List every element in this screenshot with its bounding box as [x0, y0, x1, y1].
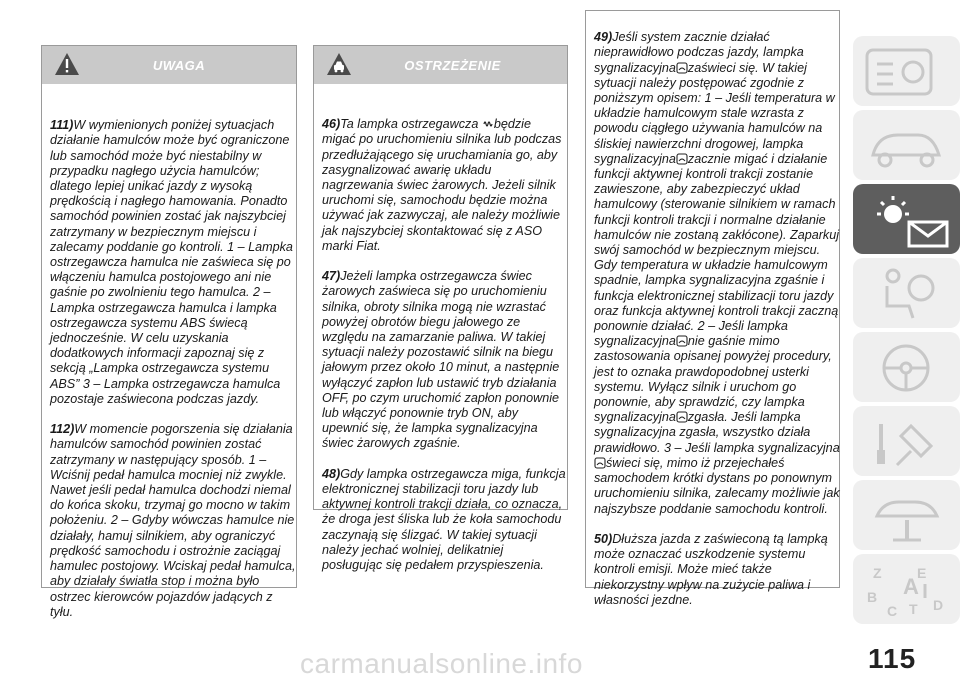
note-text-cont: zacznie migać i działanie funkcji aktywnej kontroli trakcji zostanie zawieszone, aby zabezpieczyć układ hamulcowy (sterowanie silnikiem w ramach funkcji kontroli trakcji i normalne działanie hamulców nie zostaną zakłócone). Zaparkuj swój samochód w bezpiecznym miejscu. Gdy temperatura w układzie hamulcowym spadnie, lampka sygnalizacyjna zgaśnie i funkcja elektronicznej stabilizacji toru jazdy oraz funkcja aktywnej kontroli trakcji zaczną ponownie działać. 2 – Jeśli lampka sygnalizacyjna [594, 151, 840, 349]
warning-lights-icon [853, 184, 960, 254]
note-text: Ta lampka ostrzegawcza [340, 117, 482, 132]
tab-dashboard[interactable] [853, 36, 960, 106]
section-tabs [853, 0, 960, 678]
tab-index[interactable] [853, 554, 960, 624]
car-keys-icon [853, 110, 960, 180]
note-number: 112) [50, 422, 75, 437]
stability-control-icon [594, 457, 606, 469]
note-text: Dłuższa jazda z zaświeconą tą lampką może oznaczać uszkodzenie systemu kontroli emisji. Może mieć także niekorzystny wpływ na zużycie paliwa i własności jezdne. [594, 531, 828, 607]
note-text-cont: świeci się, mimo iż przejechałeś samochodem krótki dystans po ponownym uruchomieniu silnika, zalecamy możliwie jak najszybsze poddanie samochodu kontroli. [594, 455, 840, 516]
tab-maintenance[interactable] [853, 480, 960, 550]
note-text: Gdy lampka ostrzegawcza miga, funkcja elektronicznej stabilizacji toru jazdy lub aktywnej kontroli trakcji działa, co oznacza, że droga jest śliska lub że koła samochodu zaczynają się ślizgać. W takiej sytuacji należy jechać wolniej, delikatniej posługując się pedałem przyspieszenia. [322, 466, 566, 573]
watermark: carmanualsonline.info [300, 648, 583, 679]
note-text-cont: zaświeci się. W takiej sytuacji należy postępować zgodnie z poniższym opisem: 1 – Jeśli temperatura w układzie hamulcowym stale wzrasta z powodu ciągłego używania hamulców na śliskiej nawierzchni drogowej, lampka sygnalizacyjna [594, 60, 835, 166]
notes-box [585, 10, 840, 607]
note-text: W wymienionych poniżej sytuacjach działanie hamulców może być ograniczone lub samochód może być niestabilny w przypadku nagłego użycia hamulców; dlatego lepiej unikać jazdy z wysoką prędkością i nagłego hamowania. Ponadto samochód powinien zostać jak najszybciej zatrzymany w bezpiecznym miejscu i zalecamy poddanie go kontroli. 1 – Lampka ostrzegawcza hamulca nie zaświeca się po włączeniu hamulca postojowego ani nie gaśnie po zwolnieniu tego hamulca. 2 – Lampka ostrzegawcza hamulca i lampka ostrzegawcza systemu ABS świecą jednocześnie. W celu uzyskania dodatkowych informacji zapoznaj się z sekcją „Lampka ostrzegawcza systemu ABS” 3 – Lampka ostrzegawcza hamulca pozostaje zaświecona podczas jazdy. [50, 118, 293, 406]
note-text-cont: będzie migać po uruchomieniu silnika lub podczas przedłużającego się uruchamiania go, aby zasygnalizować awarię układu nagrzewania świec żarowych. Jeżeli silnik uruchomi się, samochodu będzie można używać jak zazwyczaj, ale należy możliwie jak najszybciej skontaktować się z ASO marki Fiat. [322, 117, 562, 253]
steering-wheel-icon [853, 332, 960, 402]
note-number: 49) [594, 30, 613, 45]
stability-control-icon [676, 62, 688, 74]
caution-title: OSTRZEŻENIE [404, 57, 501, 73]
note-number: 46) [322, 117, 341, 132]
tab-safety[interactable] [853, 258, 960, 328]
note-text: W momencie pogorszenia się działania hamulców samochód powinien zostać zatrzymany w następujący sposób. 1 – Wciśnij pedał hamulca mocniej niż zwykle. Nawet jeśli pedał hamulca dochodzi niemal do końca skoku, trzymaj go mocno w takim położeniu. 2 – Gdyby wówczas hamulce nie działały, hamuj silnikiem, aby ograniczyć prędkość samochodu i ostrożnie zaciągaj hamulec postojowy. Wciskaj pedał hamulca, aby działały światła stop i można było ostrzec kierowców pojazdów jadących z tyłu. [50, 422, 296, 619]
note-text: Jeżeli lampka ostrzegawcza świec żarowych zaświeca się po uruchomieniu silnika, obroty silnika mogą nie wzrastać powyżej obrotów biegu jałowego ze względu na zamarzanie paliwa. W takiej sytuacji należy pozostawić silnik na biegu jałowym przez około 10 minut, a następnie wyłączyć zapłon lub ustawić tryb działania OFF, po czym uruchomić zapłon ponownie lub włączyć ponownie tryb ON, aby upewnić się, że lampka sygnalizacyjna świec żarowych zgaśnie. [322, 269, 560, 451]
warning-triangle-icon [54, 52, 80, 76]
notes-text [594, 15, 840, 623]
car-lift-icon [853, 480, 960, 550]
glow-plug-icon [482, 118, 494, 130]
note-111 [50, 118, 296, 407]
tab-starting-driving[interactable] [853, 332, 960, 402]
warning-title: UWAGA [152, 57, 206, 73]
stability-control-icon [676, 153, 688, 165]
emergency-tools-icon [853, 406, 960, 476]
note-47 [322, 269, 566, 451]
note-text: Jeśli system zacznie działać nieprawidłowo podczas jazdy, lampka sygnalizacyjna [594, 30, 804, 75]
note-112 [50, 422, 296, 620]
note-number: 111) [50, 118, 74, 133]
note-text-cont: nie gaśnie mimo zastosowania opisanej powyżej procedury, jest to oznaka prawdopodobnej usterki systemu. Wyłącz silnik i uruchom go ponownie, aby sprawdzić, czy lampka sygnalizacyjna [594, 334, 832, 425]
caution-text [322, 102, 566, 589]
seat-airbag-icon [853, 258, 960, 328]
caution-box [313, 45, 568, 573]
note-number: 47) [322, 269, 341, 284]
caution-banner [314, 46, 567, 84]
tab-warning-lights[interactable] [853, 184, 960, 254]
svg-text:Z: Z [873, 565, 882, 581]
stability-control-icon [676, 335, 688, 347]
note-46 [322, 117, 566, 254]
tab-emergency[interactable] [853, 406, 960, 476]
note-number: 50) [594, 531, 613, 546]
car-warning-icon [326, 52, 352, 76]
dashboard-icon [853, 36, 960, 106]
note-number: 48) [322, 466, 341, 481]
page-number: 115 [868, 643, 917, 674]
stability-control-icon [676, 411, 688, 423]
svg-text:B: B [867, 589, 878, 605]
svg-text:D: D [933, 597, 944, 613]
svg-text:T: T [909, 601, 918, 617]
note-48 [322, 467, 566, 573]
svg-text:E: E [917, 565, 927, 581]
note-text-cont: zgasła. Jeśli lampka sygnalizacyjna zgasła, wszystko działa prawidłowo. 3 – Jeśli lampka sygnalizacyjna [594, 410, 840, 455]
note-50 [594, 532, 840, 608]
note-49 [594, 30, 840, 517]
alphabet-index-icon [853, 554, 960, 624]
warning-text [50, 103, 296, 635]
tab-getting-to-know[interactable] [853, 110, 960, 180]
warning-banner [42, 46, 296, 84]
warning-box [41, 45, 297, 619]
svg-text:C: C [887, 603, 898, 619]
svg-text:A: A [903, 574, 919, 599]
